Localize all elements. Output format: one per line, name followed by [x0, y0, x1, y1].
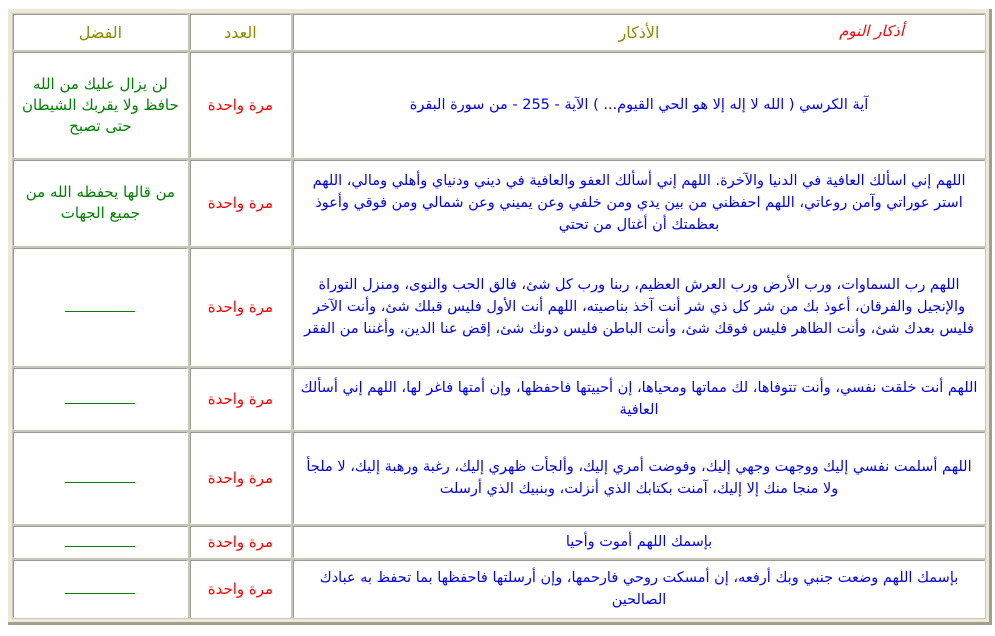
virtue-cell: لن يزال عليك من الله حافظ ولا يقربك الشيطان حتى تصبح [13, 52, 188, 158]
table-row [13, 52, 985, 158]
zikr-cell: اللهم رب السماوات، ورب الأرض ورب العرش العظيم، ربنا ورب كل شئ، فالق الحب والنوى، ومنزل التوراة والإنجيل والفرقان، أعوذ بك من شر كل ذي شر أنت آخذ بناصيته، اللهم أنت الأول فليس قبلك شئ، وأنت الآخر فليس بعدك شئ، وأنت الظاهر فليس فوقك شئ، وأنت الباطن فليس دونك شئ، إقض عنا الدين، وأغننا من الفقر [293, 248, 985, 366]
page-title: أذكار النوم [839, 22, 904, 40]
table-frame [8, 9, 992, 625]
table-row [13, 248, 985, 366]
zikr-cell: اللهم أنت خلقت نفسي، وأنت تتوفاها، لك مماتها ومحياها، إن أحييتها فاحفظها، وإن أمتها فاغر لها، اللهم إني أسألك العافية [293, 368, 985, 430]
zikr-cell: آية الكرسي ( الله لا إله إلا هو الحي القيوم... ) الآية - 255 - من سورة البقرة [293, 52, 985, 158]
zikr-cell: بإسمك اللهم وضعت جنبي وبك أرفعه، إن أمسكت روحي فارحمها، وإن أرسلتها فاحفظها بما تحفظ به عبادك الصالحين [293, 560, 985, 618]
empty-dash [65, 538, 135, 547]
table-row [13, 526, 985, 558]
count-cell: مرة واحدة [190, 52, 291, 158]
column-header-zikr [293, 14, 985, 50]
virtue-cell [13, 248, 188, 366]
azkar-table [11, 12, 987, 620]
virtue-cell [13, 560, 188, 618]
zikr-cell: اللهم إني اسألك العافية في الدنيا والآخرة. اللهم إني أسألك العفو والعافية في ديني ودنياي وأهلي ومالي، اللهم استر عوراتي وآمن روعاتي، اللهم احفظني من بين يدي ومن خلفي وعن يميني وعن شمالي ومن فوقي وأعوذ بعظمتك أن أغتال من تحتي [293, 160, 985, 246]
table-row [13, 368, 985, 430]
count-cell: مرة واحدة [190, 248, 291, 366]
column-header-zikr-label: الأذكار [618, 22, 660, 42]
column-header-virtue: الفضل [13, 14, 188, 50]
count-cell: مرة واحدة [190, 160, 291, 246]
empty-dash [65, 395, 135, 404]
empty-dash [65, 585, 135, 594]
count-cell: مرة واحدة [190, 560, 291, 618]
zikr-cell: اللهم أسلمت نفسي إليك ووجهت وجهي إليك، وفوضت أمري إليك، وألجأت ظهري إليك، رغبة ورهبة إليك، لا ملجأ ولا منجا منك إلا إليك، آمنت بكتابك الذي أنزلت، وبنبيك الذي أرسلت [293, 432, 985, 524]
empty-dash [65, 474, 135, 483]
virtue-cell [13, 368, 188, 430]
table-row [13, 560, 985, 618]
header-row [13, 14, 985, 50]
empty-dash [65, 303, 135, 312]
virtue-cell [13, 432, 188, 524]
table-row [13, 432, 985, 524]
count-cell: مرة واحدة [190, 432, 291, 524]
zikr-cell: بإسمك اللهم أموت وأحيا [293, 526, 985, 558]
count-cell: مرة واحدة [190, 526, 291, 558]
table-row [13, 160, 985, 246]
virtue-cell: من قالها يحفظه الله من جميع الجهات [13, 160, 188, 246]
column-header-count: العدد [190, 14, 291, 50]
virtue-cell [13, 526, 188, 558]
count-cell: مرة واحدة [190, 368, 291, 430]
